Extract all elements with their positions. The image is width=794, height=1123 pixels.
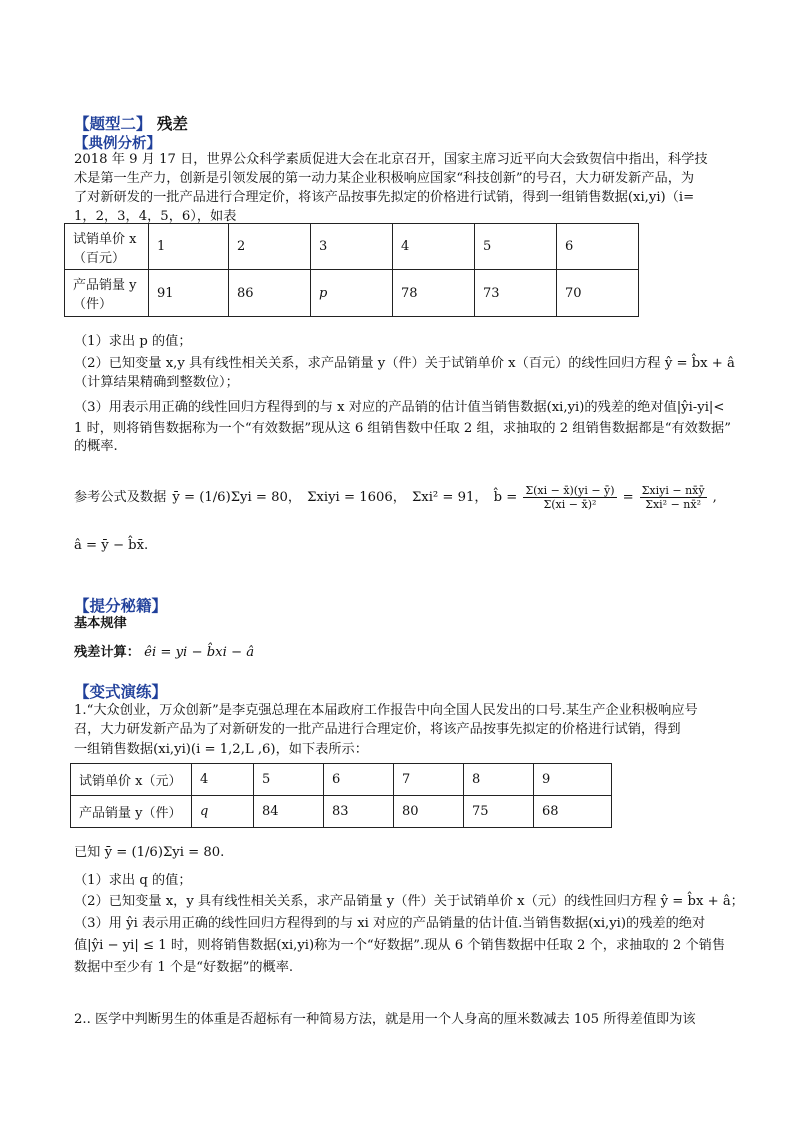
table-header-sales: 产品销量 y （件） xyxy=(65,270,149,317)
table-cell: 3 xyxy=(311,224,393,270)
table-cell: 70 xyxy=(557,270,639,317)
practice-heading: 【变式演练】 xyxy=(74,682,168,701)
formula-sum-xy: Σxiyi = 1606， xyxy=(307,490,406,505)
practice-question-3-line-2: 值|ŷi − yi| ≤ 1 时，则将销售数据(xi,yi)称为一个“好数据”.现从 6 个销售数据中任取 2 个，求抽取的 2 个销售 xyxy=(74,938,726,953)
practice-1-line-3: 一组销售数据(xi,yi)(i = 1,2,L ,6)，如下表所示： xyxy=(74,742,368,757)
question-3-line-3: 的概率. xyxy=(74,439,118,454)
table-cell: 4 xyxy=(393,224,475,270)
practice-1-line-1: 1.“大众创业，万众创新”是李克强总理在本届政府工作报告中向全国人民发出的口号.某生产企业积极响应号 xyxy=(74,703,698,718)
table-cell: 83 xyxy=(324,796,394,828)
table-cell: p xyxy=(311,270,393,317)
table-header-price: 试销单价 x（元） xyxy=(71,764,192,796)
heading-bracket: 【题型二】 xyxy=(74,114,152,133)
intro-line-3: 了对新研发的一批产品进行合理定价，将该产品按事先拟定的价格进行试销，得到一组销售数据(xi,yi)（i= xyxy=(74,190,695,205)
practice-1-line-2: 召，大力研发新产品为了对新研发的一批产品进行合理定价，将该产品按事先拟定的价格进行试销，得到 xyxy=(74,722,681,737)
table-cell: q xyxy=(192,796,254,828)
heading-title: 残差 xyxy=(156,114,188,133)
table-cell: 73 xyxy=(475,270,557,317)
fraction-2: $\frac{\text{Σxiyi − nx̄ȳ}}{\text{Σxi² − nx̄²}}$ xyxy=(641,484,705,511)
table-cell: 75 xyxy=(464,796,534,828)
section-heading-part2 xyxy=(74,112,188,134)
table-row xyxy=(71,796,612,828)
table-cell: 6 xyxy=(324,764,394,796)
table-cell: 7 xyxy=(394,764,464,796)
table-cell: 6 xyxy=(557,224,639,270)
tips-heading: 【提分秘籍】 xyxy=(74,596,168,615)
reference-formulas: 参考公式及数据 ȳ = (1/6)Σyi = 80， Σxiyi = 1606， Σxi² = 91， b̂ = $\frac{\Sigma(xi - x̄)(yi - ȳ)}{\text{Σ(xi − x̄)²}}$ = $\frac{\text{Σxiyi − nx̄ȳ}}{\text{Σxi² − nx̄²}}$ , xyxy=(74,484,717,511)
formula-bhat: b̂ = xyxy=(493,490,518,505)
table-cell: 8 xyxy=(464,764,534,796)
question-3-line-2: 1 时，则将销售数据称为一个“有效数据”现从这 6 组销售数中任取 2 组，求抽取的 2 组销售数据都是“有效数据” xyxy=(74,421,731,436)
question-3-line-1: （3）用表示用正确的线性回归方程得到的与 x 对应的产品销的估计值当销售数据(xi,yi)的残差的绝对值|ŷi-yi|< xyxy=(74,400,725,415)
question-1: （1）求出 p 的值； xyxy=(74,334,192,349)
table-row xyxy=(71,764,612,796)
practice-question-3-line-3: 数据中至少有 1 个是“好数据”的概率. xyxy=(74,960,294,975)
example-label: 【典例分析】 xyxy=(74,135,161,152)
practice-2-line-1: 2.. 医学中判断男生的体重是否超标有一种简易方法，就是用一个人身高的厘米数减去 105 所得差值即为该 xyxy=(74,1012,696,1027)
table-cell: 86 xyxy=(229,270,311,317)
table-cell: 5 xyxy=(475,224,557,270)
table-cell: 80 xyxy=(394,796,464,828)
intro-line-1: 2018 年 9 月 17 日，世界公众科学素质促进大会在北京召开，国家主席习近平向大会致贺信中指出，科学技 xyxy=(74,152,708,167)
question-2-note: （计算结果精确到整数位）； xyxy=(74,375,239,390)
residual-formula: êi = yi − b̂xi − â xyxy=(144,645,255,660)
table-cell: 91 xyxy=(149,270,229,317)
practice-question-2: （2）已知变量 x，y 具有线性相关关系，求产品销量 y（件）关于试销单价 x（元）的线性回归方程 ŷ = b̂x + â； xyxy=(74,894,744,909)
table-cell: 84 xyxy=(254,796,324,828)
formula-sum-x2: Σxi² = 91， xyxy=(411,490,488,505)
table-header-sales: 产品销量 y（件） xyxy=(71,796,192,828)
table-cell: 5 xyxy=(254,764,324,796)
table-cell: 4 xyxy=(192,764,254,796)
formula-ahat: â = ȳ − b̂x̄. xyxy=(74,538,149,553)
question-2: （2）已知变量 x,y 具有线性相关关系，求产品销量 y（件）关于试销单价 x（百元）的线性回归方程 ŷ = b̂x + â xyxy=(74,356,735,371)
tips-rule: 基本规律 xyxy=(74,616,127,631)
formula-ybar: ȳ = (1/6)Σyi = 80， xyxy=(172,490,302,505)
table-row xyxy=(65,270,639,317)
formula-prefix: 参考公式及数据 xyxy=(74,490,167,505)
table-row xyxy=(65,224,639,270)
table-header-price: 试销单价 x （百元） xyxy=(65,224,149,270)
fraction-1: $\frac{\Sigma(xi - x̄)(yi - ȳ)}{\text{Σ(xi − x̄)²}}$ xyxy=(525,484,615,511)
residual-line xyxy=(74,643,254,662)
intro-line-4: 1，2，3，4，5，6），如表 xyxy=(74,209,237,224)
table-cell: 78 xyxy=(393,270,475,317)
practice-given: 已知 ȳ = (1/6)Σyi = 80. xyxy=(74,845,225,860)
table-cell: 1 xyxy=(149,224,229,270)
residual-label: 残差计算： xyxy=(74,645,140,660)
data-table-1 xyxy=(64,223,639,317)
table-cell: 2 xyxy=(229,224,311,270)
practice-question-1: （1）求出 q 的值； xyxy=(74,873,192,888)
practice-question-3-line-1: （3）用 ŷi 表示用正确的线性回归方程得到的与 xi 对应的产品销量的估计值.当销售数据(xi,yi)的残差的绝对 xyxy=(74,916,706,931)
intro-line-2: 术是第一生产力，创新是引领发展的第一动力某企业积极响应国家“科技创新”的号召，大力研发新产品，为 xyxy=(74,171,695,186)
table-cell: 68 xyxy=(534,796,612,828)
table-cell: 9 xyxy=(534,764,612,796)
data-table-2 xyxy=(70,763,612,828)
